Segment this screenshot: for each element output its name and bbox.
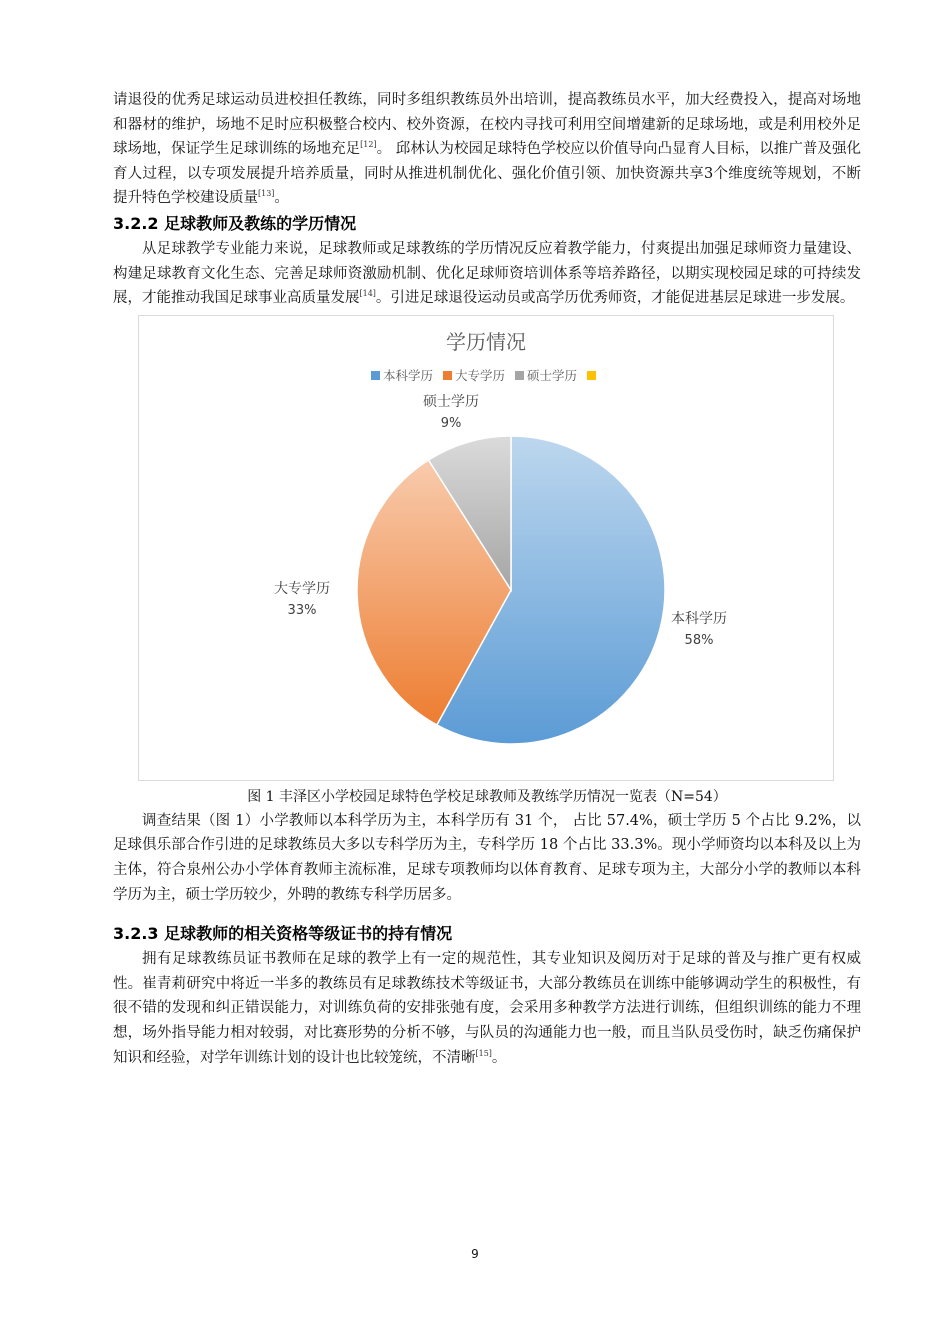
pie-value-label-3: 9% bbox=[440, 415, 462, 431]
citation-12[interactable]: [12] bbox=[360, 140, 377, 150]
legend-label-1: 本科学历 bbox=[383, 367, 434, 383]
pie-category-label-2: 大专学历 bbox=[274, 580, 330, 597]
legend-swatch-1 bbox=[371, 371, 380, 380]
legend-swatch-3 bbox=[515, 371, 524, 380]
paragraph-3-2-2: 从足球教学专业能力来说，足球教师或足球教练的学历情况反应着教学能力，付爽提出加强足球师资力量建设、构建足球教育文化生态、完善足球师资激励机制、优化足球师资培训体系等培养路径，以期实现校园足球的可持续发展，才能推动我国足球事业高质量发展[14]。引进足球退役运动员或高学历优秀师资，才能促进基层足球进一步发展。 bbox=[113, 240, 861, 307]
chart-title: 学历情况 bbox=[446, 329, 526, 354]
section-heading-3-2-2: 3.2.2 足球教师及教练的学历情况 bbox=[113, 213, 357, 233]
pie-category-label-3: 硕士学历 bbox=[423, 393, 479, 410]
document-page bbox=[113, 88, 861, 1070]
citation-13[interactable]: [13] bbox=[258, 189, 275, 199]
citation-14[interactable]: [14] bbox=[359, 289, 376, 299]
legend-swatch-4 bbox=[587, 371, 596, 380]
pie-chart-figure bbox=[138, 315, 834, 781]
citation-15[interactable]: [15] bbox=[475, 1048, 492, 1058]
pie-slices bbox=[357, 436, 665, 744]
page-number: 9 bbox=[471, 1247, 479, 1261]
pie-value-label-1: 58% bbox=[684, 632, 714, 648]
pie-value-label-2: 33% bbox=[287, 602, 317, 618]
legend-swatch-2 bbox=[443, 371, 452, 380]
figure-caption: 图 1 丰泽区小学校园足球特色学校足球教师及教练学历情况一览表（N=54） bbox=[247, 788, 727, 805]
legend-label-3: 硕士学历 bbox=[527, 367, 578, 383]
pie-category-label-1: 本科学历 bbox=[671, 610, 727, 627]
legend-label-2: 大专学历 bbox=[455, 367, 506, 383]
paragraph-intro: 请退役的优秀足球运动员进校担任教练，同时多组织教练员外出培训，提高教练员水平，加大经费投入，提高对场地和器材的维护，场地不足时应积极整合校内、校外资源，在校内寻找可利用空间增建新的足球场地，或是利用校外足球场地，保证学生足球训练的场地充足[12]。 邱林认为校园足球特色学校应以价值导向凸显育人目标，以推广普及强化育人过程，以专项发展提升培养质量，同时从推进机制优化、强化价值引领、加快资源共享3个维度统等规划，不断提升特色学校建设质量[13]。 bbox=[113, 92, 861, 207]
pie-chart bbox=[139, 316, 833, 780]
paragraph-results: 调查结果（图 1）小学教师以本科学历为主，本科学历有 31 个， 占比 57.4%，硕士学历 5 个占比 9.2%，以足球俱乐部合作引进的足球教练员大多以专科学历为主，专科学历 18 个占比 33.3%。现小学师资均以本科及以上为主体，符合泉州公办小学体育教师主流标准，足球专项教师均以体育教育、足球专项为主，大部分小学的教师以本科学历为主，硕士学历较少，外聘的教练专科学历居多。 bbox=[113, 812, 861, 903]
section-heading-3-2-3: 3.2.3 足球教师的相关资格等级证书的持有情况 bbox=[113, 924, 453, 944]
chart-legend bbox=[371, 368, 596, 383]
paragraph-3-2-3: 拥有足球教练员证书教师在足球的教学上有一定的规范性，其专业知识及阅历对于足球的普及与推广更有权威性。崔青莉研究中将近一半多的教练员有足球教练技术等级证书，大部分教练员在训练中能够调动学生的积极性，有很不错的发现和纠正错误能力，对训练负荷的安排张弛有度，会采用多种教学方法进行训练，但组织训练的能力不理想，场外指导能力相对较弱，对比赛形势的分析不够，与队员的沟通能力也一般，而且当队员受伤时，缺乏伤痛保护知识和经验，对学年训练计划的设计也比较笼统，不清晰[15]。 bbox=[113, 951, 861, 1066]
